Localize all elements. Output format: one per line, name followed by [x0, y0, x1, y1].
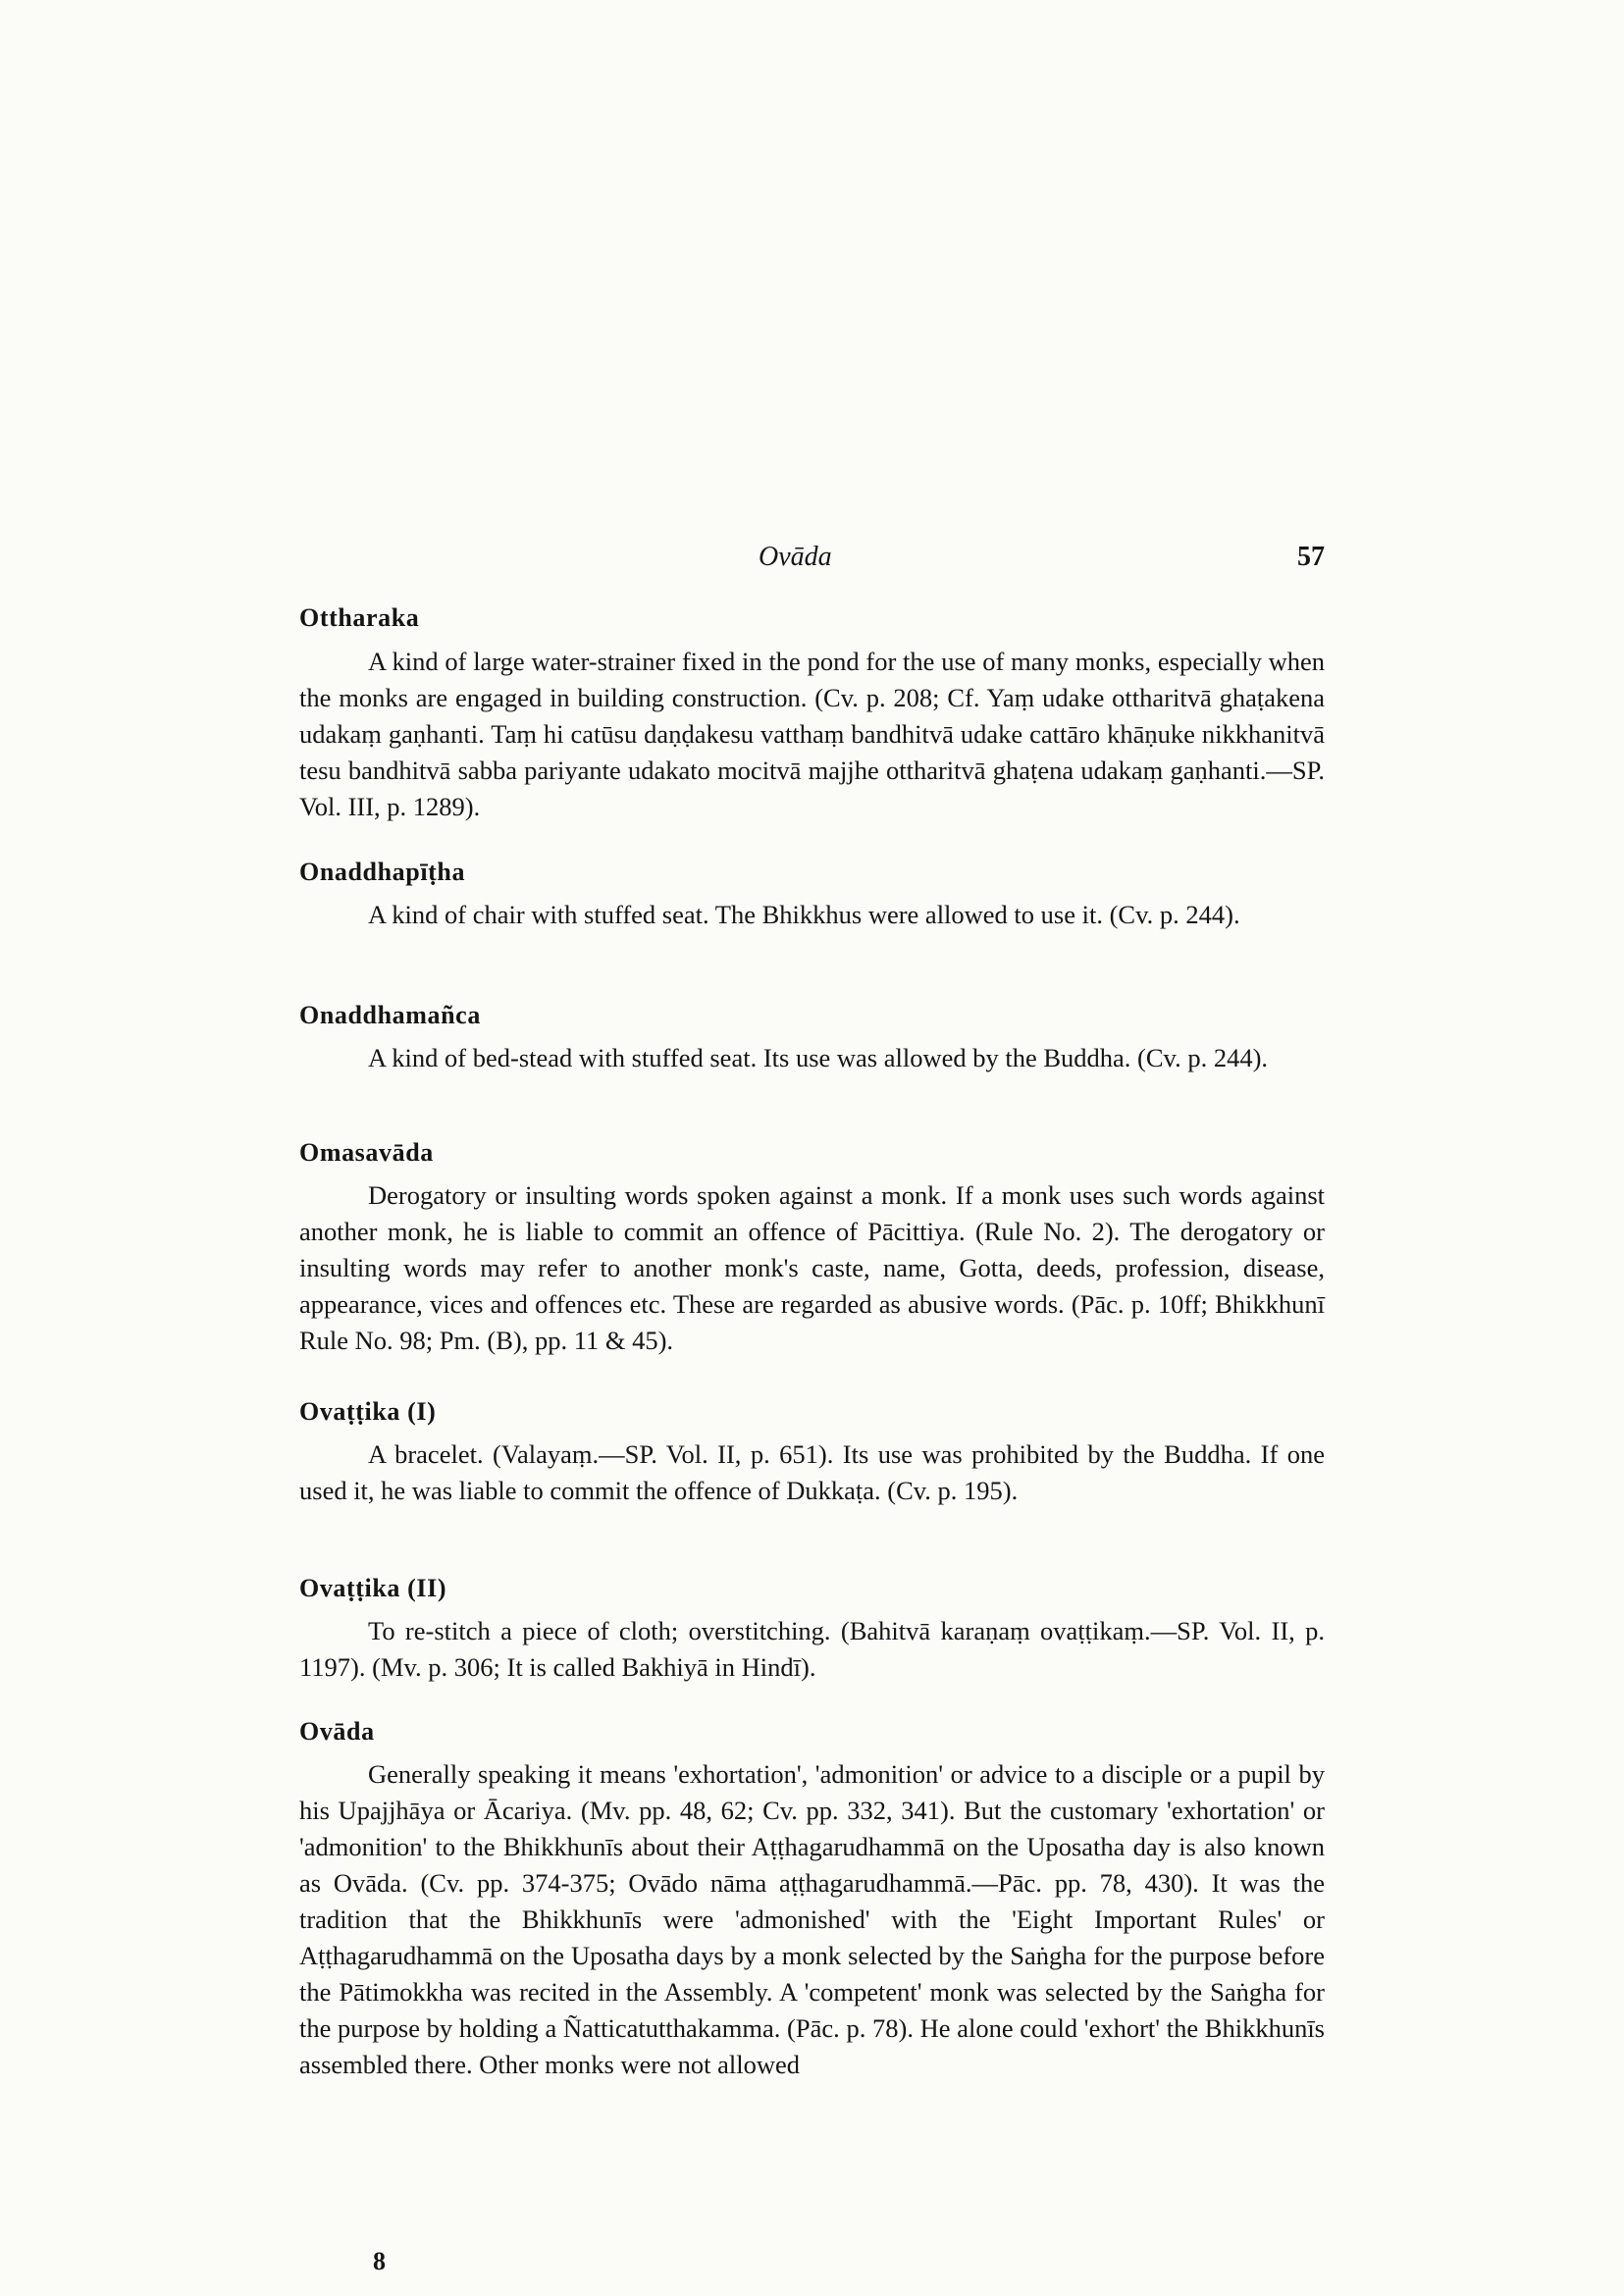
running-header [299, 542, 1325, 585]
entry-text: A kind of chair with stuffed seat. The Bhikkhus were allowed to use it. (Cv. p. 244). [368, 900, 1240, 929]
entry-headword: Ottharaka [299, 603, 420, 632]
entry-text: A kind of bed-stead with stuffed seat. Its use was allowed by the Buddha. (Cv. p. 244). [368, 1043, 1269, 1072]
entry-headword: Ovāda [299, 1717, 375, 1746]
entry-text: Derogatory or insulting words spoken against a monk. If a monk uses such words against another monk, he is liable to commit an offence of Pācittiya. (Rule No. 2). The derogatory or insulting words may refer to another monk's caste, name, Gotta, deeds, profession, disease, appearance, vices and offences etc. These are regarded as abusive words. (Pāc. p. 10ff; Bhikkhunī Rule No. 98; Pm. (B), pp. 11 & 45). [299, 1180, 1325, 1355]
running-title: Ovāda [759, 542, 832, 572]
entry-headword: Onaddhapīṭha [299, 858, 466, 886]
entry-text: A bracelet. (Valayaṃ.—SP. Vol. II, p. 651). Its use was prohibited by the Buddha. If one used it, he was liable to commit the offence of Dukkaṭa. (Cv. p. 195). [299, 1439, 1325, 1505]
entry-headword: Omasavāda [299, 1138, 434, 1167]
entry-headword: Ovaṭṭika (I) [299, 1397, 437, 1426]
entry-text: A kind of large water-strainer fixed in the pond for the use of many monks, especially when the monks are engaged in building construction. (Cv. p. 208; Cf. Yaṃ udake ottharitvā ghaṭakena udakaṃ gaṇhanti. Taṃ hi catūsu daṇḍakesu vatthaṃ bandhitvā udake cattāro khāṇuke nikkhanitvā tesu bandhitvā sabba pariyante udakato mocitvā majjhe ottharitvā ghaṭena udakaṃ gaṇhanti.—SP. Vol. III, p. 1289). [299, 647, 1325, 821]
entry-text: To re-stitch a piece of cloth; overstitching. (Bahitvā karaṇaṃ ovaṭṭikaṃ.—SP. Vol. II, p. 1197). (Mv. p. 306; It is called Bakhiyā in Hindī). [299, 1616, 1325, 1682]
entry-headword: Ovaṭṭika (II) [299, 1574, 447, 1602]
page-number: 57 [1297, 542, 1325, 572]
signature-mark: 8 [373, 2247, 386, 2275]
entry-text: Generally speaking it means 'exhortation', 'admonition' or advice to a disciple or a pupil by his Upajjhāya or Ācariya. (Mv. pp. 48, 62; Cv. pp. 332, 341). But the customary 'exhortation' or 'admonition' to the Bhikkhunīs about their Aṭṭhagarudhammā on the Uposatha day is also known as Ovāda. (Cv. pp. 374-375; Ovādo nāma aṭṭhagarudhammā.—Pāc. pp. 78, 430). It was the tradition that the Bhikkhunīs were 'admonished' with the 'Eight Important Rules' or Aṭṭhagarudhammā on the Uposatha days by a monk selected by the Saṅgha for the purpose before the Pātimokkha was recited in the Assembly. A 'competent' monk was selected by the Saṅgha for the purpose by holding a Ñatticatutthakamma. (Pāc. p. 78). He alone could 'exhort' the Bhikkhunīs assembled there. Other monks were not allowed [299, 1759, 1325, 2079]
entry-headword: Onaddhamañca [299, 1001, 481, 1029]
